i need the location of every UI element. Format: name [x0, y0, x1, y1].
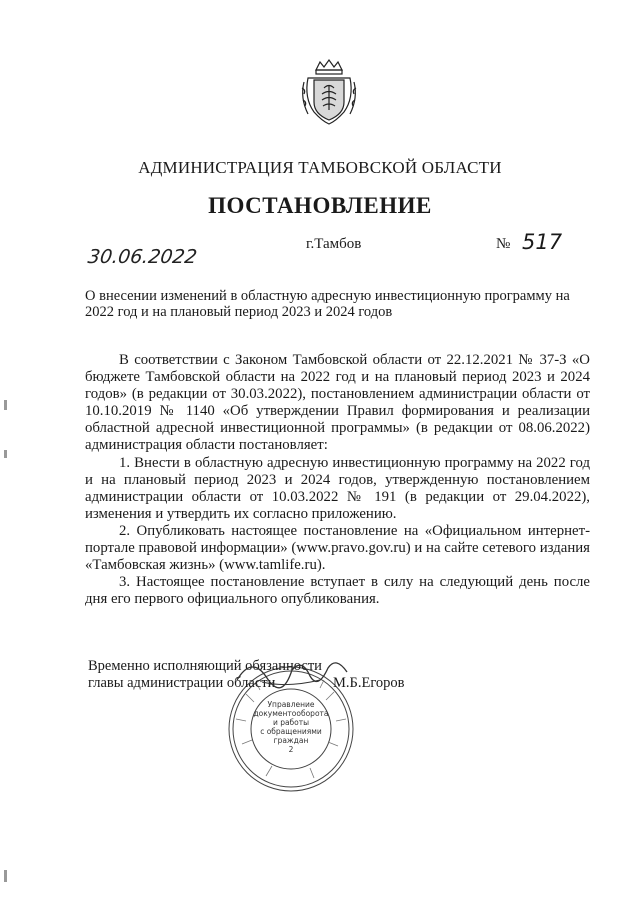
- document-body: [85, 352, 590, 608]
- seal-text: [226, 700, 356, 754]
- seal-line: и работы: [272, 718, 310, 727]
- document-date: 30.06.2022: [86, 246, 199, 268]
- document-title: ПОСТАНОВЛЕНИЕ: [208, 193, 432, 218]
- scan-margin-mark: [4, 400, 7, 410]
- position-line: главы администрации области: [88, 675, 276, 691]
- seal-line: 2: [288, 745, 294, 754]
- document-subject: О внесении изменений в областную адресную инвестиционную программу на 2022 год и на плановый период 2023 и 2024 годов: [85, 288, 570, 320]
- body-paragraph: В соответствии с Законом Тамбовской области от 22.12.2021 № 37-З «О бюджете Тамбовской области на 2022 год и на плановый период 2023 и 2024 годов» (в редакции от 30.03.2022), постановлением администрации области от 10.10.2019 № 1140 «Об утверждении Правил формирования и реализации областной адресной инвестиционной программы» (в редакции от 08.06.2022) администрация области постановляет:: [85, 352, 590, 454]
- signatory-name: М.Б.Егоров: [333, 675, 405, 691]
- coat-of-arms-icon: [298, 58, 360, 128]
- scan-margin-mark: [4, 450, 7, 458]
- number-sign: №: [496, 236, 511, 252]
- body-paragraph: 2. Опубликовать настоящее постановление на «Официальном интернет-портале правовой информации» (www.pravo.gov.ru) и на сайте сетевого издания «Тамбовская жизнь» (www.tamlife.ru).: [85, 522, 590, 574]
- scan-margin-mark: [4, 870, 7, 882]
- position-line: Временно исполняющий обязанности: [88, 658, 322, 674]
- seal-line: документооборота: [253, 709, 329, 718]
- organization-name: АДМИНИСТРАЦИЯ ТАМБОВСКОЙ ОБЛАСТИ: [138, 158, 502, 177]
- body-paragraph: 3. Настоящее постановление вступает в силу на следующий день после дня его первого официального опубликования.: [85, 574, 590, 608]
- body-paragraph: 1. Внести в областную адресную инвестиционную программу на 2022 год и на плановый период 2023 и 2024 годов, утвержденную постановлением администрации области от 10.03.2022 № 191 (в редакции от 29.04.2022), изменения и утвердить их согласно приложению.: [85, 454, 590, 522]
- seal-line: граждан: [273, 736, 309, 745]
- document-city: г.Тамбов: [306, 236, 362, 252]
- document-number: 517: [522, 230, 563, 254]
- seal-line: с обращениями: [260, 727, 322, 736]
- handwritten-signature: [232, 650, 352, 695]
- seal-line: Управление: [267, 700, 315, 709]
